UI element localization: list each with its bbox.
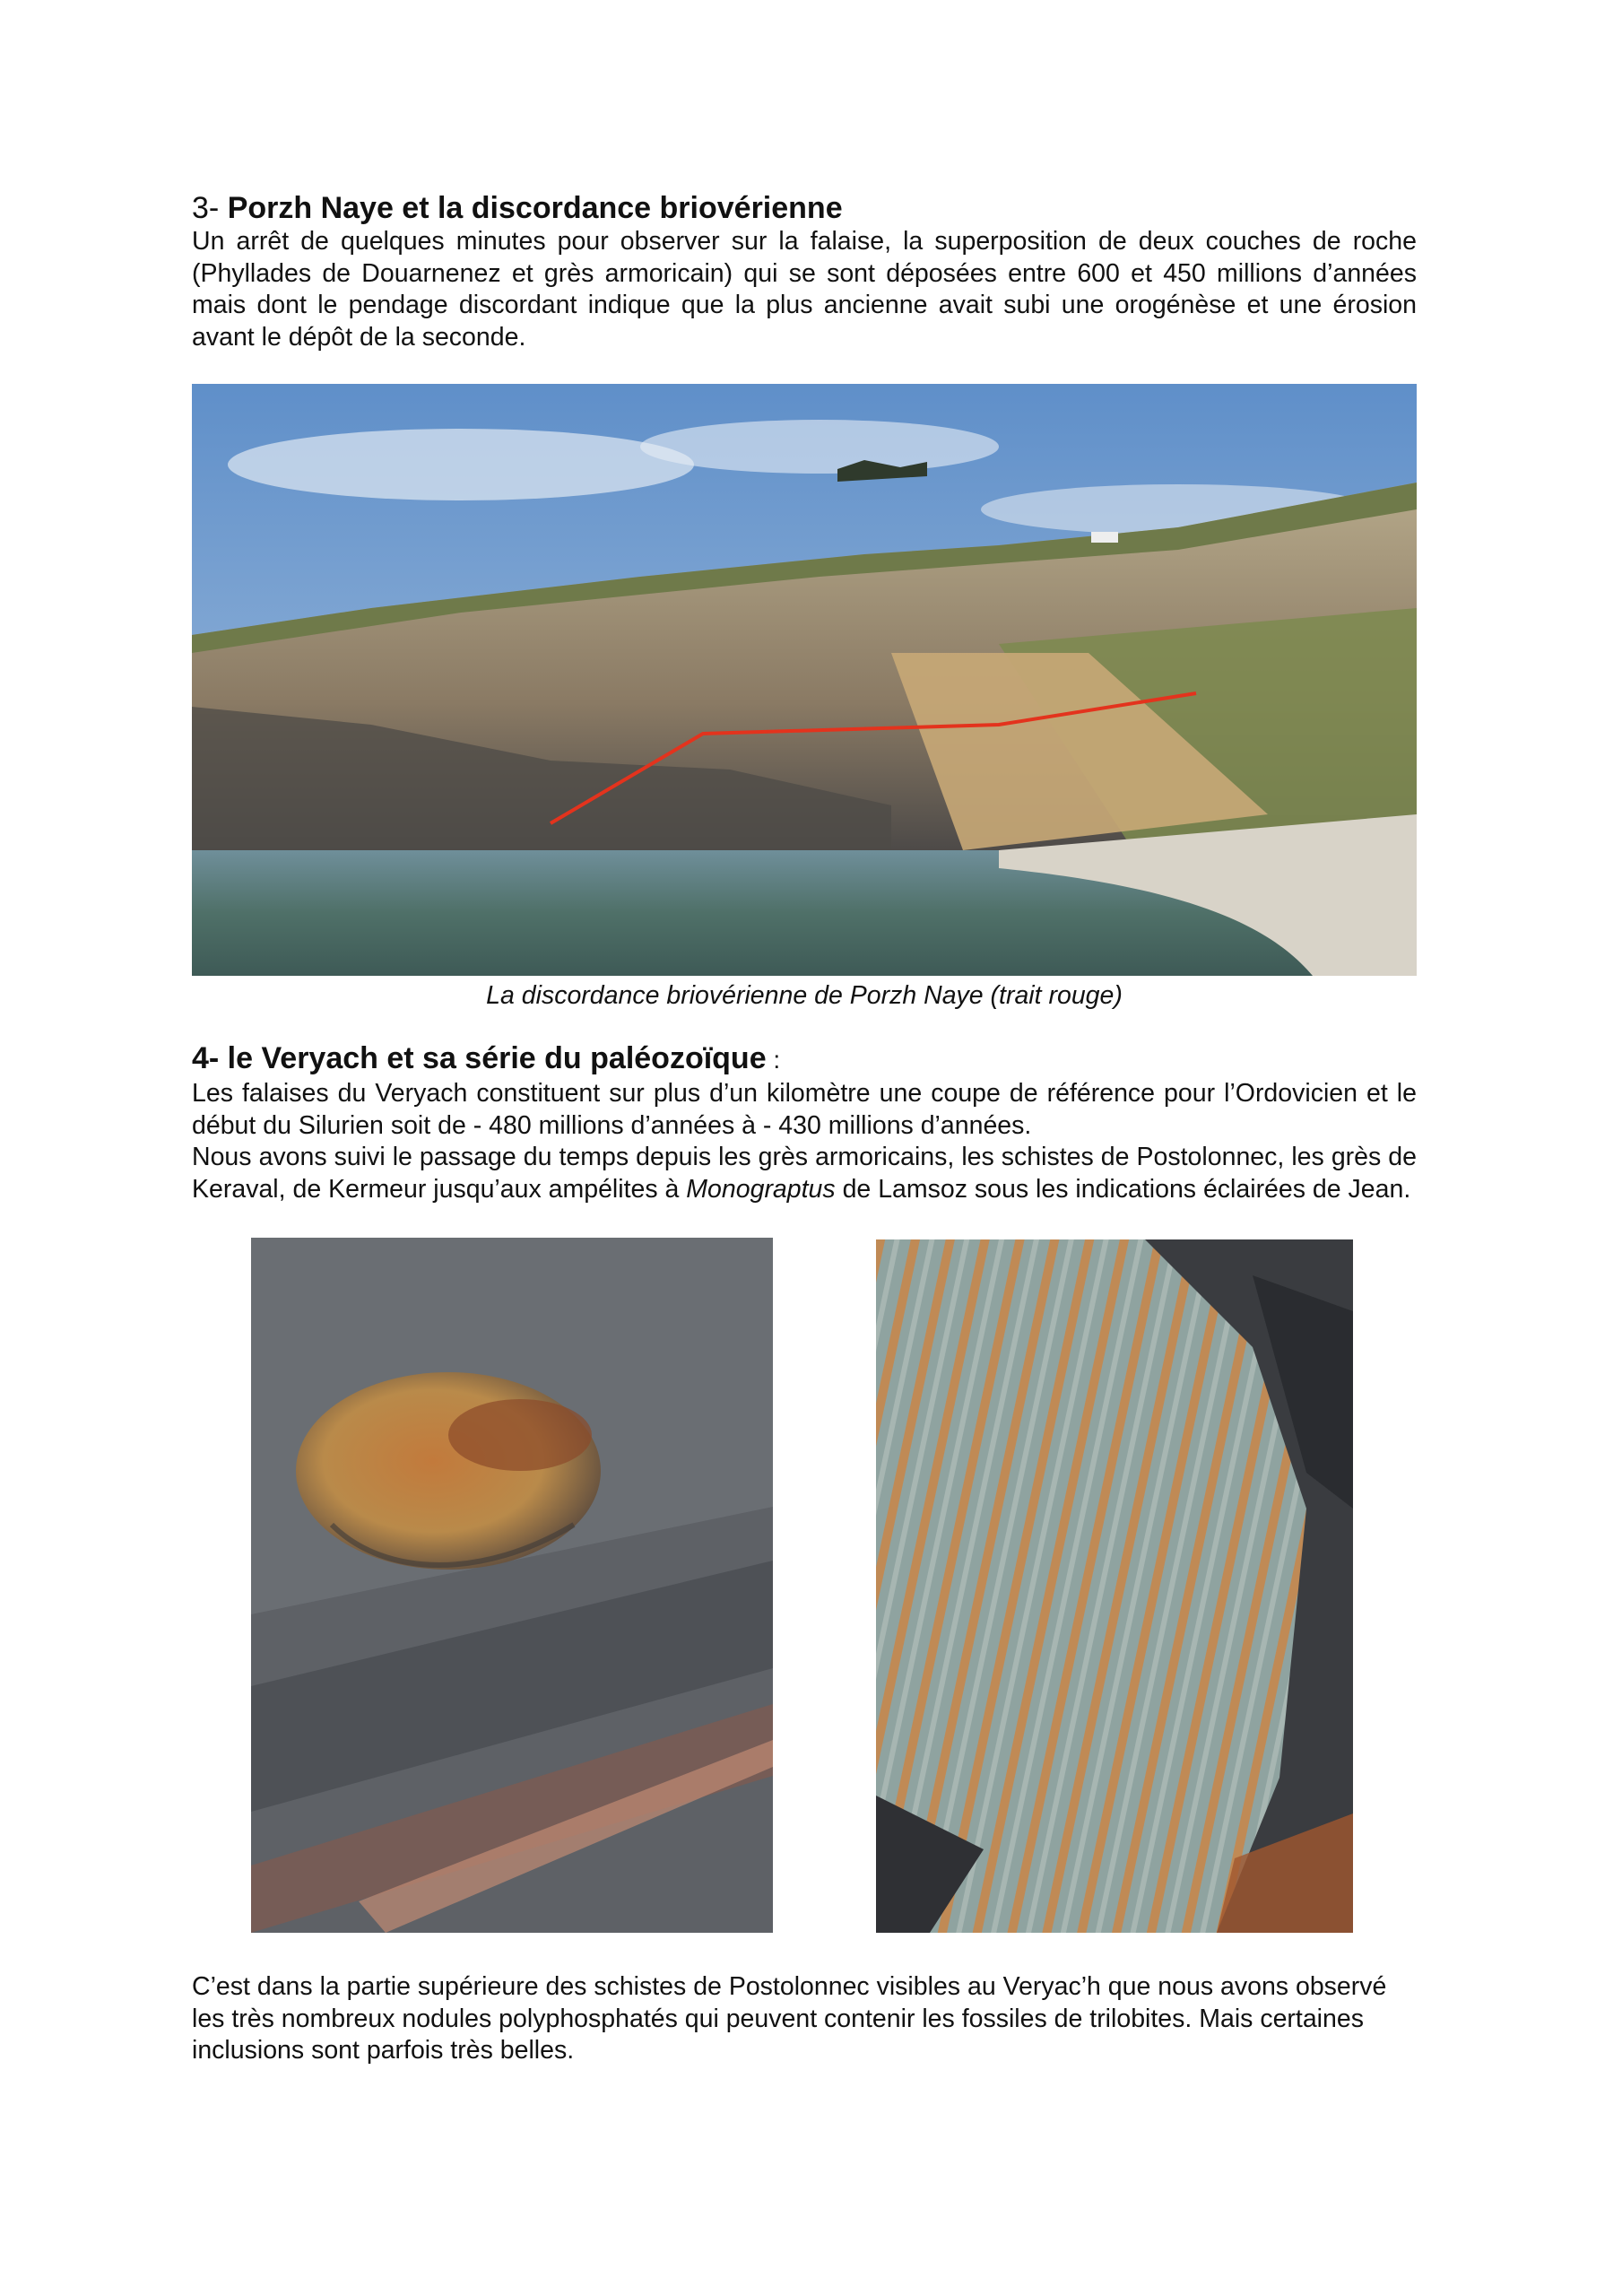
- section-4-title: 4- le Veryach et sa série du paléozoïque: [192, 1041, 767, 1075]
- schist-photo: [876, 1239, 1353, 1933]
- section-3-title: Porzh Naye et la discordance briovérienne: [227, 191, 843, 225]
- cliff-photo: [192, 384, 1417, 976]
- cliff-photo-drawing: [192, 384, 1417, 976]
- closing-paragraph: C’est dans la partie supérieure des schistes de Postolonnec visibles au Veryac’h que nous avons observé les très nombreux nodules polyphosphatés qui peuvent contenir les fossiles de trilobites. Mais certaines inclusions sont parfois très belles.: [192, 1972, 1387, 2065]
- section-4-paragraph-2-start: Nous avons suivi le passage du temps depuis les grès armoricains, les schistes de Postolonnec, les grès de Keraval, de Kermeur jusqu’aux ampélites à: [192, 1143, 1417, 1204]
- section-4: [192, 1040, 1417, 1205]
- section-4-paragraph-2-end: de Lamsoz sous les indications éclairées de Jean.: [835, 1174, 1411, 1204]
- section-4-paragraph-2: [192, 1142, 1417, 1205]
- nodule-photo: [251, 1238, 773, 1933]
- cliff-photo-caption: La discordance briovérienne de Porzh Naye (trait rouge): [486, 981, 1123, 1010]
- section-3: [192, 190, 1417, 353]
- schist-photo-drawing: [876, 1239, 1353, 1933]
- section-3-paragraph: Un arrêt de quelques minutes pour observer sur la falaise, la superposition de deux couches de roche (Phyllades de Douarnenez et grès armoricain) qui se sont déposées entre 600 et 450 millions d’années mais dont le pendage discordant indique que la plus ancienne avait subi une orogénèse et une érosion avant le dépôt de la seconde.: [192, 227, 1417, 352]
- nodule-photo-drawing: [251, 1238, 773, 1933]
- section-4-title-suffix: :: [766, 1046, 781, 1074]
- section-4-heading: [192, 1040, 1417, 1078]
- section-3-heading: [192, 190, 1417, 226]
- section-4-paragraph-2-italic: Monograptus: [686, 1174, 836, 1204]
- section-4-paragraph-1: Les falaises du Veryach constituent sur plus d’un kilomètre une coupe de référence pour l’Ordovicien et le début du Silurien soit de - 480 millions d’années à - 430 millions d’années.: [192, 1079, 1417, 1140]
- section-3-number: 3-: [192, 191, 228, 225]
- closing: [192, 1971, 1417, 2067]
